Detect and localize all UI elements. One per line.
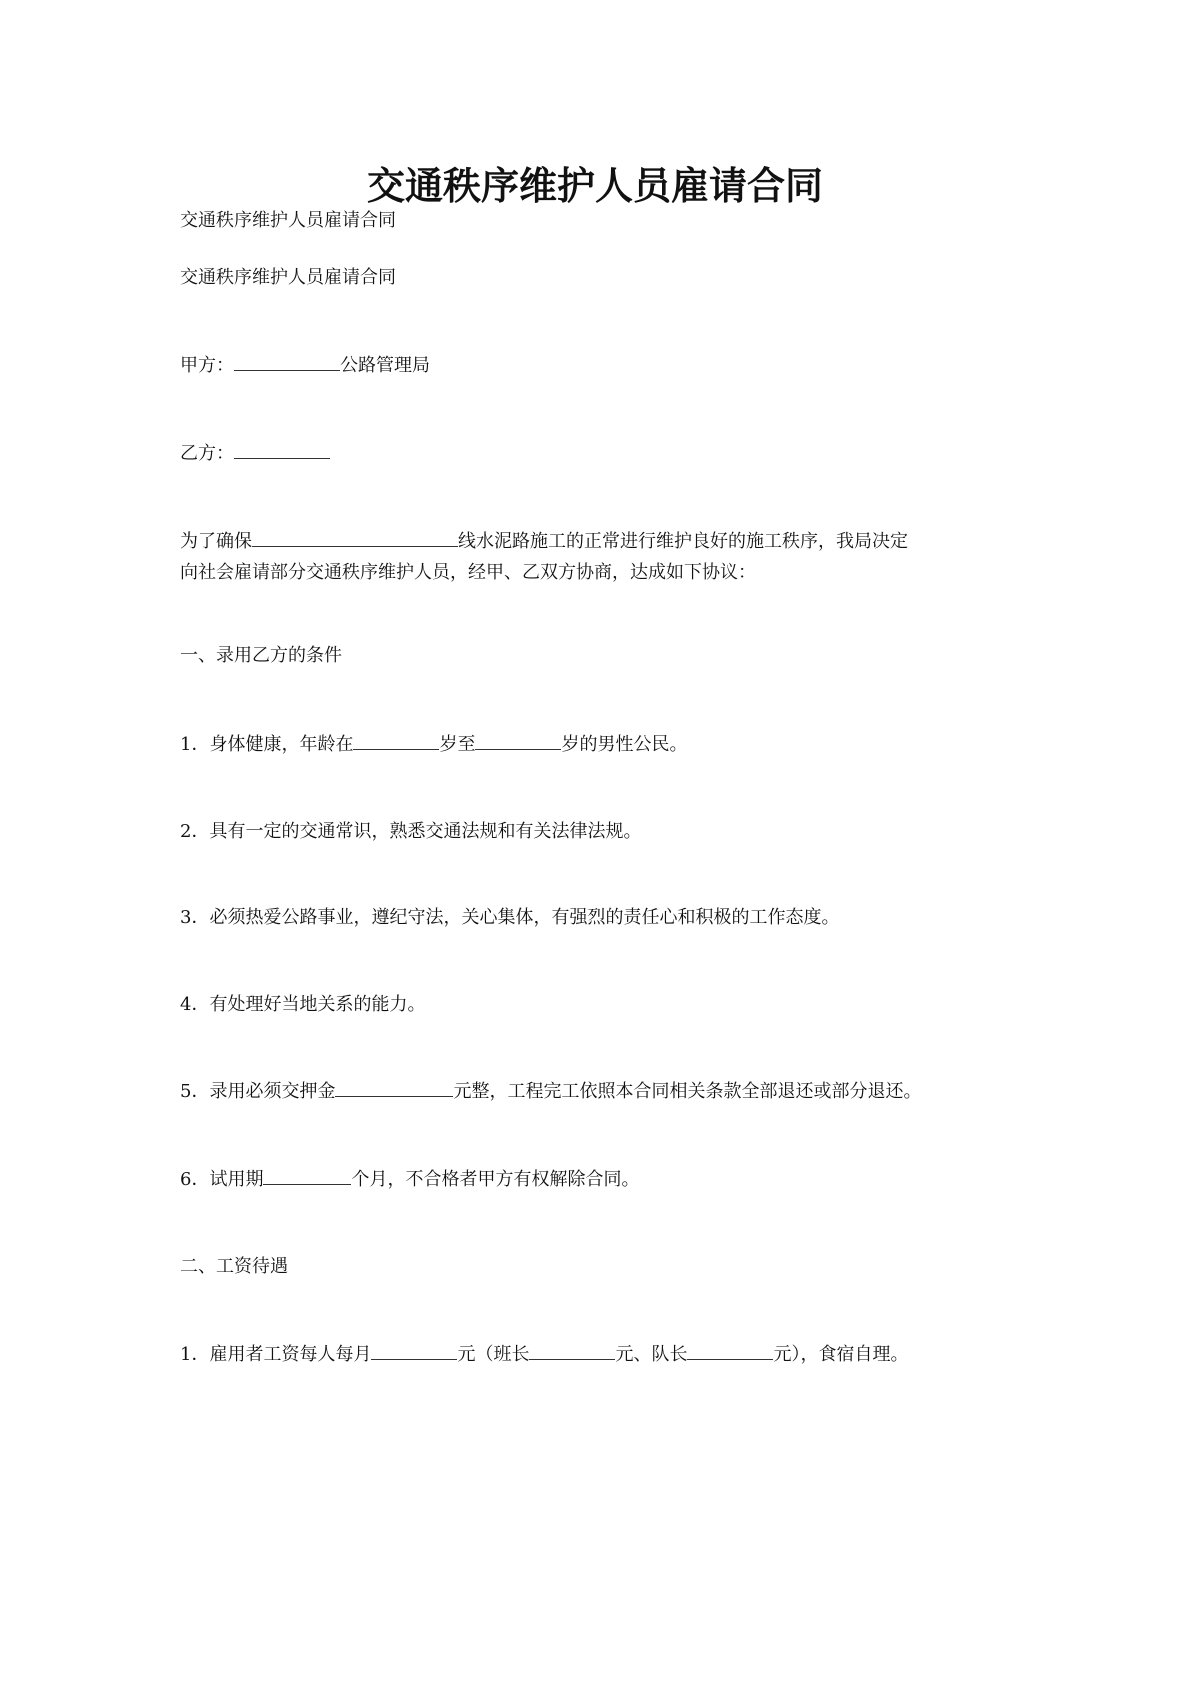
section1-item4: 4．有处理好当地关系的能力。	[180, 994, 426, 1015]
wage-text-b: 元（班长	[457, 1344, 530, 1365]
age-min-blank[interactable]	[353, 731, 439, 750]
wage-text-a: 1．雇用者工资每人每月	[180, 1344, 372, 1365]
age-max-blank[interactable]	[475, 731, 561, 750]
party-a-suffix: 公路管理局	[340, 355, 430, 376]
section1-item3: 3．必须热爱公路事业，遵纪守法，关心集体，有强烈的责任心和积极的工作态度。	[180, 907, 840, 928]
party-b-label: 乙方：	[180, 443, 234, 464]
party-b-line	[180, 440, 330, 467]
item6-text-a: 6．试用期	[180, 1169, 264, 1190]
party-b-blank[interactable]	[234, 440, 330, 459]
subtitle-line-1: 交通秩序维护人员雇请合同	[180, 210, 396, 231]
section1-item6	[180, 1166, 639, 1193]
item5-text-b: 元整，工程完工依照本合同相关条款全部退还或部分退还。	[453, 1081, 922, 1102]
intro-line-2: 向社会雇请部分交通秩序维护人员，经甲、乙双方协商，达成如下协议：	[180, 562, 756, 583]
item1-text-c: 岁的男性公民。	[561, 734, 688, 755]
party-a-blank[interactable]	[234, 352, 340, 371]
intro-line-1	[180, 528, 908, 555]
wage-blank[interactable]	[371, 1341, 457, 1360]
subtitle-line-2: 交通秩序维护人员雇请合同	[180, 267, 396, 288]
section2-item1	[180, 1341, 908, 1368]
item6-text-b: 个月，不合格者甲方有权解除合同。	[351, 1169, 640, 1190]
intro-text-b: 线水泥路施工的正常进行维护良好的施工秩序，我局决定	[458, 531, 908, 552]
team-leader-wage-blank[interactable]	[529, 1341, 615, 1360]
section1-item2: 2．具有一定的交通常识，熟悉交通法规和有关法律法规。	[180, 821, 642, 842]
intro-blank[interactable]	[252, 528, 458, 547]
item5-text-a: 5．录用必须交押金	[180, 1081, 336, 1102]
item1-text-a: 1．身体健康，年龄在	[180, 734, 354, 755]
party-a-line	[180, 352, 430, 379]
section1-item5	[180, 1078, 921, 1105]
intro-text-a: 为了确保	[180, 531, 252, 552]
deposit-blank[interactable]	[335, 1078, 453, 1097]
item1-text-b: 岁至	[439, 734, 476, 755]
probation-blank[interactable]	[263, 1166, 351, 1185]
captain-wage-blank[interactable]	[687, 1341, 773, 1360]
section1-heading: 一、录用乙方的条件	[180, 645, 342, 666]
section2-heading: 二、工资待遇	[180, 1256, 288, 1277]
document-title: 交通秩序维护人员雇请合同	[366, 163, 823, 208]
wage-text-d: 元），食宿自理。	[773, 1344, 909, 1365]
wage-text-c: 元、队长	[615, 1344, 688, 1365]
party-a-label: 甲方：	[180, 355, 234, 376]
section1-item1	[180, 731, 687, 758]
